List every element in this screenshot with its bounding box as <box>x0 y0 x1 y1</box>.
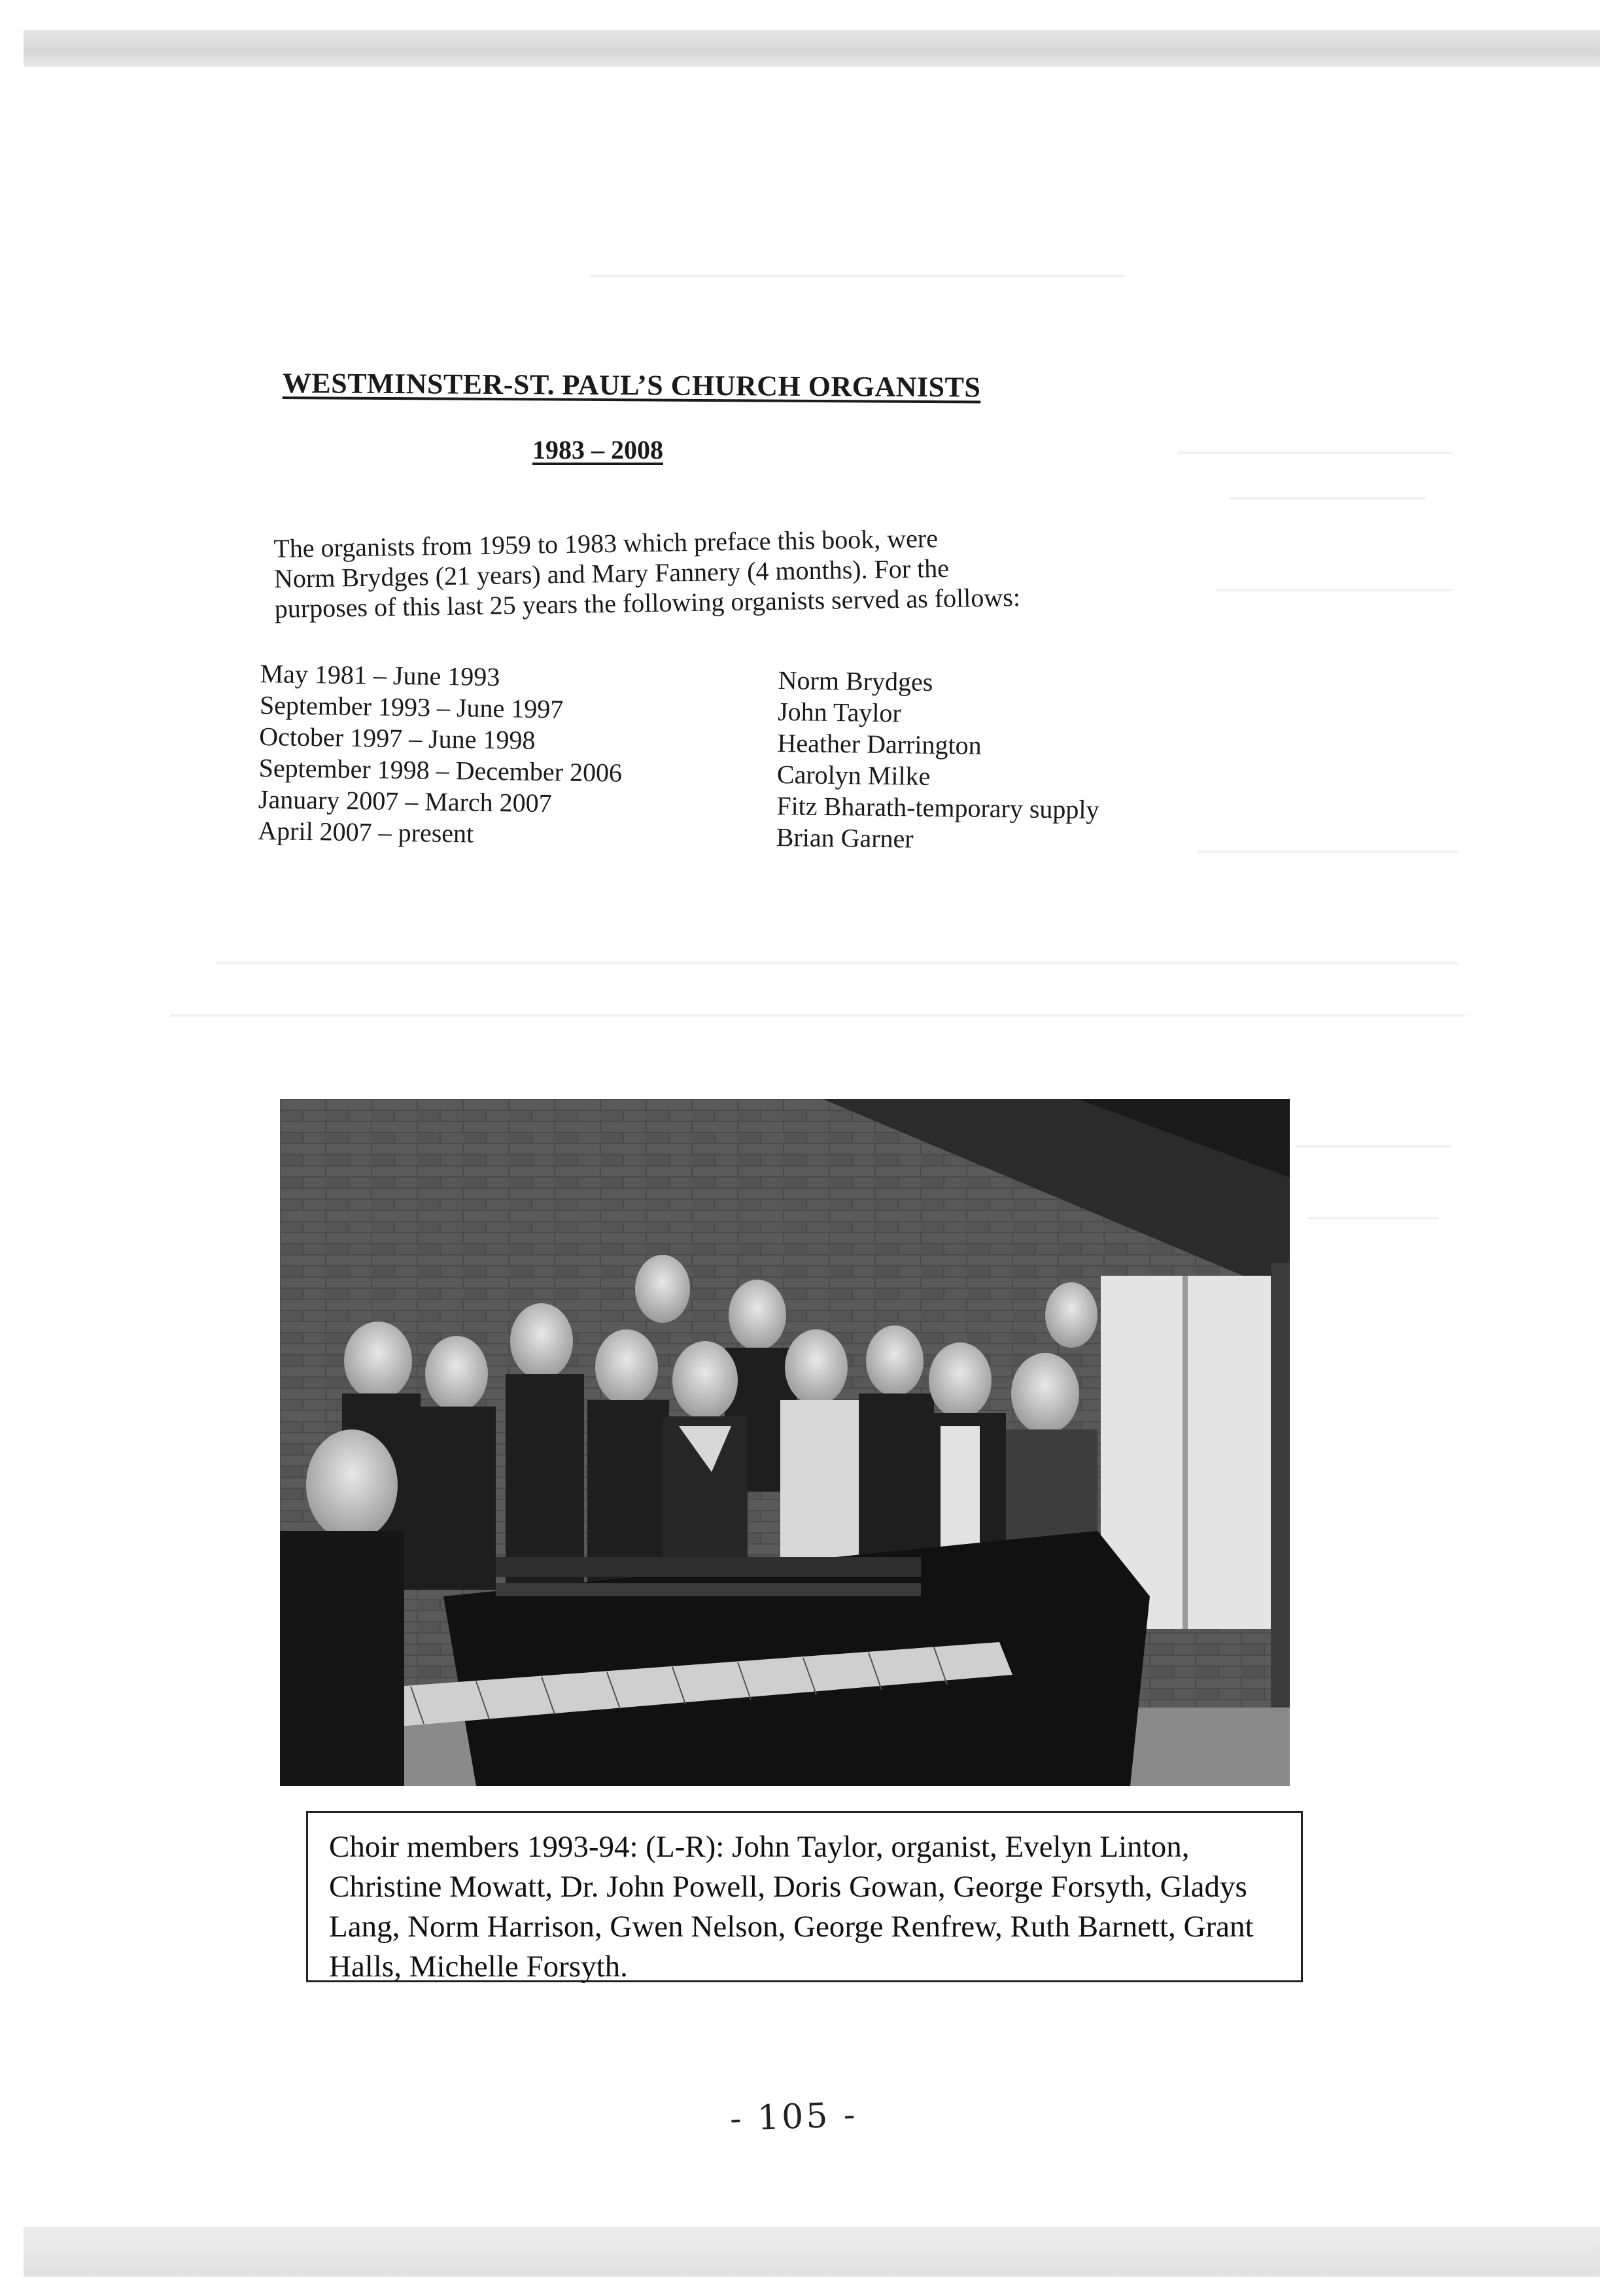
organist-dates: May 1981 – June 1993 <box>260 658 500 692</box>
organist-names-column <box>776 665 1101 857</box>
page-subtitle-years: 1983 – 2008 <box>532 435 663 464</box>
intro-line: purposes of this last 25 years the following organists served as follows: <box>274 582 1021 623</box>
organist-name: Heather Darrington <box>777 727 982 760</box>
intro-line: Norm Brydges (21 years) and Mary Fannery (4 months). For the <box>273 553 950 593</box>
scanner-edge-bottom <box>24 2227 1600 2277</box>
organist-dates-column <box>258 658 623 852</box>
intro-line: The organists from 1959 to 1983 which preface this book, were <box>273 523 939 563</box>
organist-dates: September 1998 – December 2006 <box>258 752 623 788</box>
organist-dates: January 2007 – March 2007 <box>258 784 553 818</box>
page-number: - 105 - <box>729 2095 859 2139</box>
organist-name: Carolyn Milke <box>776 759 931 791</box>
organist-name: Fitz Bharath-temporary supply <box>776 790 1099 825</box>
choir-photo <box>280 1099 1290 1786</box>
organist-dates: April 2007 – present <box>258 815 474 849</box>
organist-name: John Taylor <box>777 696 902 728</box>
page-title: WESTMINSTER-ST. PAUL’S CHURCH ORGANISTS <box>282 367 981 404</box>
organist-name: Norm Brydges <box>778 665 933 697</box>
organist-dates: September 1993 – June 1997 <box>259 690 564 724</box>
intro-paragraph <box>273 520 1138 624</box>
scanner-edge-top <box>24 30 1600 67</box>
photo-caption: Choir members 1993-94: (L-R): John Taylor, organist, Evelyn Linton, Christine Mowatt, Dr. John Powell, Doris Gowan, George Forsyth, Gladys Lang, Norm Harrison, Gwen Nelson, George Renfrew, Ruth Barnett, Grant Halls, Michelle Forsyth. <box>306 1811 1303 1982</box>
organist-name: Brian Garner <box>776 822 914 854</box>
organist-dates: October 1997 – June 1998 <box>259 721 536 755</box>
